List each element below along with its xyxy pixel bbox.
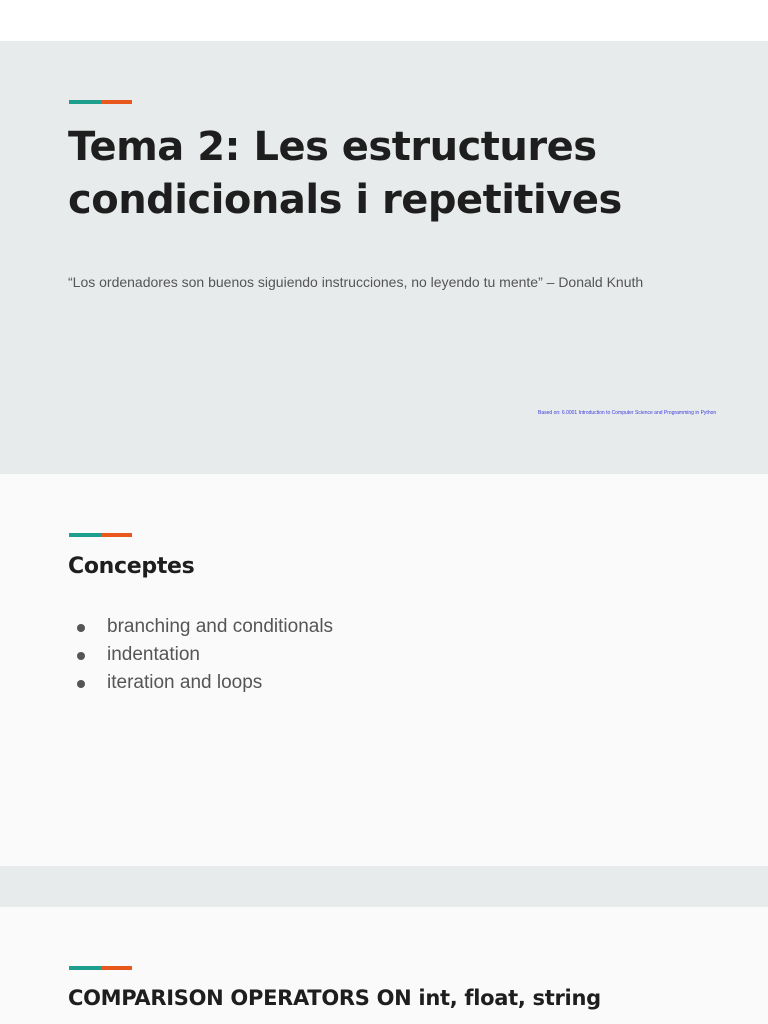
- slide-comparison: [0, 907, 768, 1024]
- bullet-dot-icon: [77, 624, 85, 632]
- list-item-label: indentation: [107, 644, 200, 665]
- accent-bar-orange: [101, 100, 132, 104]
- accent-bar-orange: [101, 966, 132, 970]
- list-item-label: branching and conditionals: [107, 616, 334, 637]
- accent-bar-teal: [69, 966, 101, 970]
- bullet-dot-icon: [77, 680, 85, 688]
- accent-bar: [69, 533, 132, 537]
- list-item-label: iteration and loops: [107, 672, 263, 693]
- list-item: [68, 613, 333, 641]
- concepts-list: [68, 613, 333, 697]
- list-item: [68, 641, 333, 669]
- accent-bar: [69, 966, 132, 970]
- slide-title-heading: Tema 2: Les estructures condicionals i repetitives: [68, 124, 622, 223]
- slide-quote: “Los ordenadores son buenos siguiendo instrucciones, no leyendo tu mente” – Donald Knuth: [68, 274, 644, 290]
- comparison-heading: COMPARISON OPERATORS ON int, float, string: [68, 986, 601, 1010]
- slide-title: [0, 41, 768, 474]
- page-gap-top: [0, 0, 768, 41]
- source-link[interactable]: Based on: 6.0001 Introduction to Computer Science and Programming in Python: [538, 410, 717, 416]
- concepts-heading: Conceptes: [68, 554, 195, 579]
- slide-concepts: [0, 474, 768, 866]
- accent-bar: [69, 100, 132, 104]
- bullet-dot-icon: [77, 652, 85, 660]
- slide-separator: [0, 866, 768, 907]
- accent-bar-orange: [101, 533, 132, 537]
- accent-bar-teal: [69, 100, 101, 104]
- list-item: [68, 669, 333, 697]
- accent-bar-teal: [69, 533, 101, 537]
